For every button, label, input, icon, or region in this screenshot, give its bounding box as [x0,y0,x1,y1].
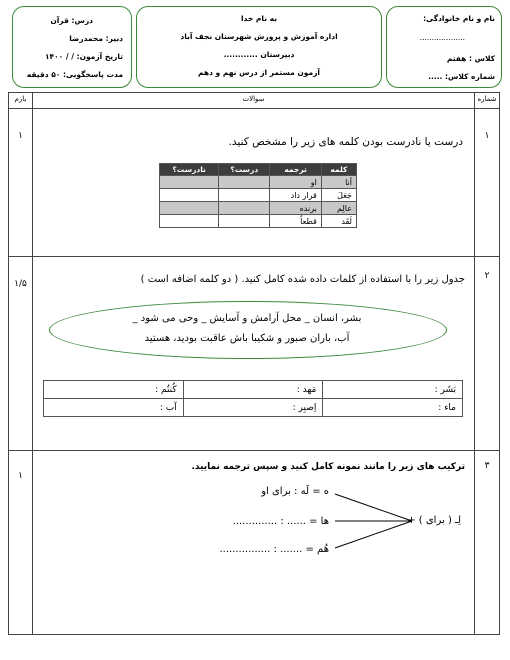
q3-base-expression: لِـ ( برای ) + [407,515,461,526]
q3-prompt: ترکیب های زیر را مانند نمونه کامل کنید و سپس ترجمه نمایید. [191,462,465,472]
questions-column-header: سوالات [242,95,265,103]
word-bank-line-1: بشر، انسان _ محل آرامش و آسایش _ وحی می شود _ [132,313,362,324]
student-name-dots: ................... [419,33,465,42]
header-row-divider [9,108,499,109]
q1-col-correct: درست؟ [219,164,270,176]
exam-title: آزمون مستمر از درس نهم و دهم [198,68,320,77]
q3-line-2: ها = ...... : .............. [232,516,329,527]
q1-word-table [159,163,357,228]
header-title-box [136,6,382,88]
q3-example-line: ه = لَه : برای او [261,486,329,497]
office-name: اداره آموزش و پرورش شهرستان نجف آباد [180,32,338,41]
q1-number: ۱ [484,131,490,141]
number-column-divider [474,93,475,634]
table-row: أنا او [160,176,357,189]
header-exam-box [12,6,132,88]
bismillah: به نام خدا [240,14,278,23]
header-info-box [386,6,502,88]
q3-connector-lines [329,488,419,553]
q1-col-word: کلمه [321,164,356,176]
duration-label: مدت پاسخگویی: ۵۰ دقیقه [26,70,123,79]
q1-col-translation: ترجمه [270,164,322,176]
word-bank-ellipse [49,301,447,359]
exam-date-label: تاریخ آزمون: / / ۱۴۰۰ [44,52,123,61]
teacher-label: دبیر: محمدرضا [69,34,123,43]
q2-divider [9,450,499,451]
score-column-header: بارم [14,95,27,103]
q2-prompt: جدول زیر را با استفاده از کلمات داده شده کامل کنید. ( دو کلمه اضافه است ) [140,274,465,285]
subject-label: درس: قرآن [50,16,93,25]
student-name-label: نام و نام خانوادگی: [423,14,495,23]
table-row: عالِم برنده [160,202,357,215]
q2-score: ۱/۵ [14,279,27,289]
school-name: دبیرستان ............ [223,50,295,59]
word-bank-line-2: آب، باران صبور و شکیبا باش عاقبت بودید، هستید [144,333,350,344]
q1-divider [9,256,499,257]
score-column-divider [32,93,33,634]
grade-label: کلاس : هفتم [446,54,495,63]
q3-line-3: هُم = ....... : ................ [219,544,329,555]
q1-col-incorrect: نادرست؟ [160,164,219,176]
number-column-header: شماره [477,95,497,103]
q1-score: ۱ [18,131,23,141]
class-number-label: شماره کلاس: ..... [428,72,495,81]
table-row: لَقَد قطعاً [160,215,357,228]
table-row: جَعَلَ قرار داد [160,189,357,202]
q2-fill-table [43,380,463,417]
table-row: بَشَر : مَهد : کُنتُم : [44,381,463,399]
q1-prompt: درست یا نادرست بودن کلمه های زیر را مشخص کنید. [228,136,463,148]
questions-table [8,92,500,635]
q3-number: ۳ [484,461,490,471]
table-row: ماء : اِصبِر : آب : [44,399,463,417]
q2-number: ۲ [484,271,490,281]
q3-score: ۱ [18,471,23,481]
